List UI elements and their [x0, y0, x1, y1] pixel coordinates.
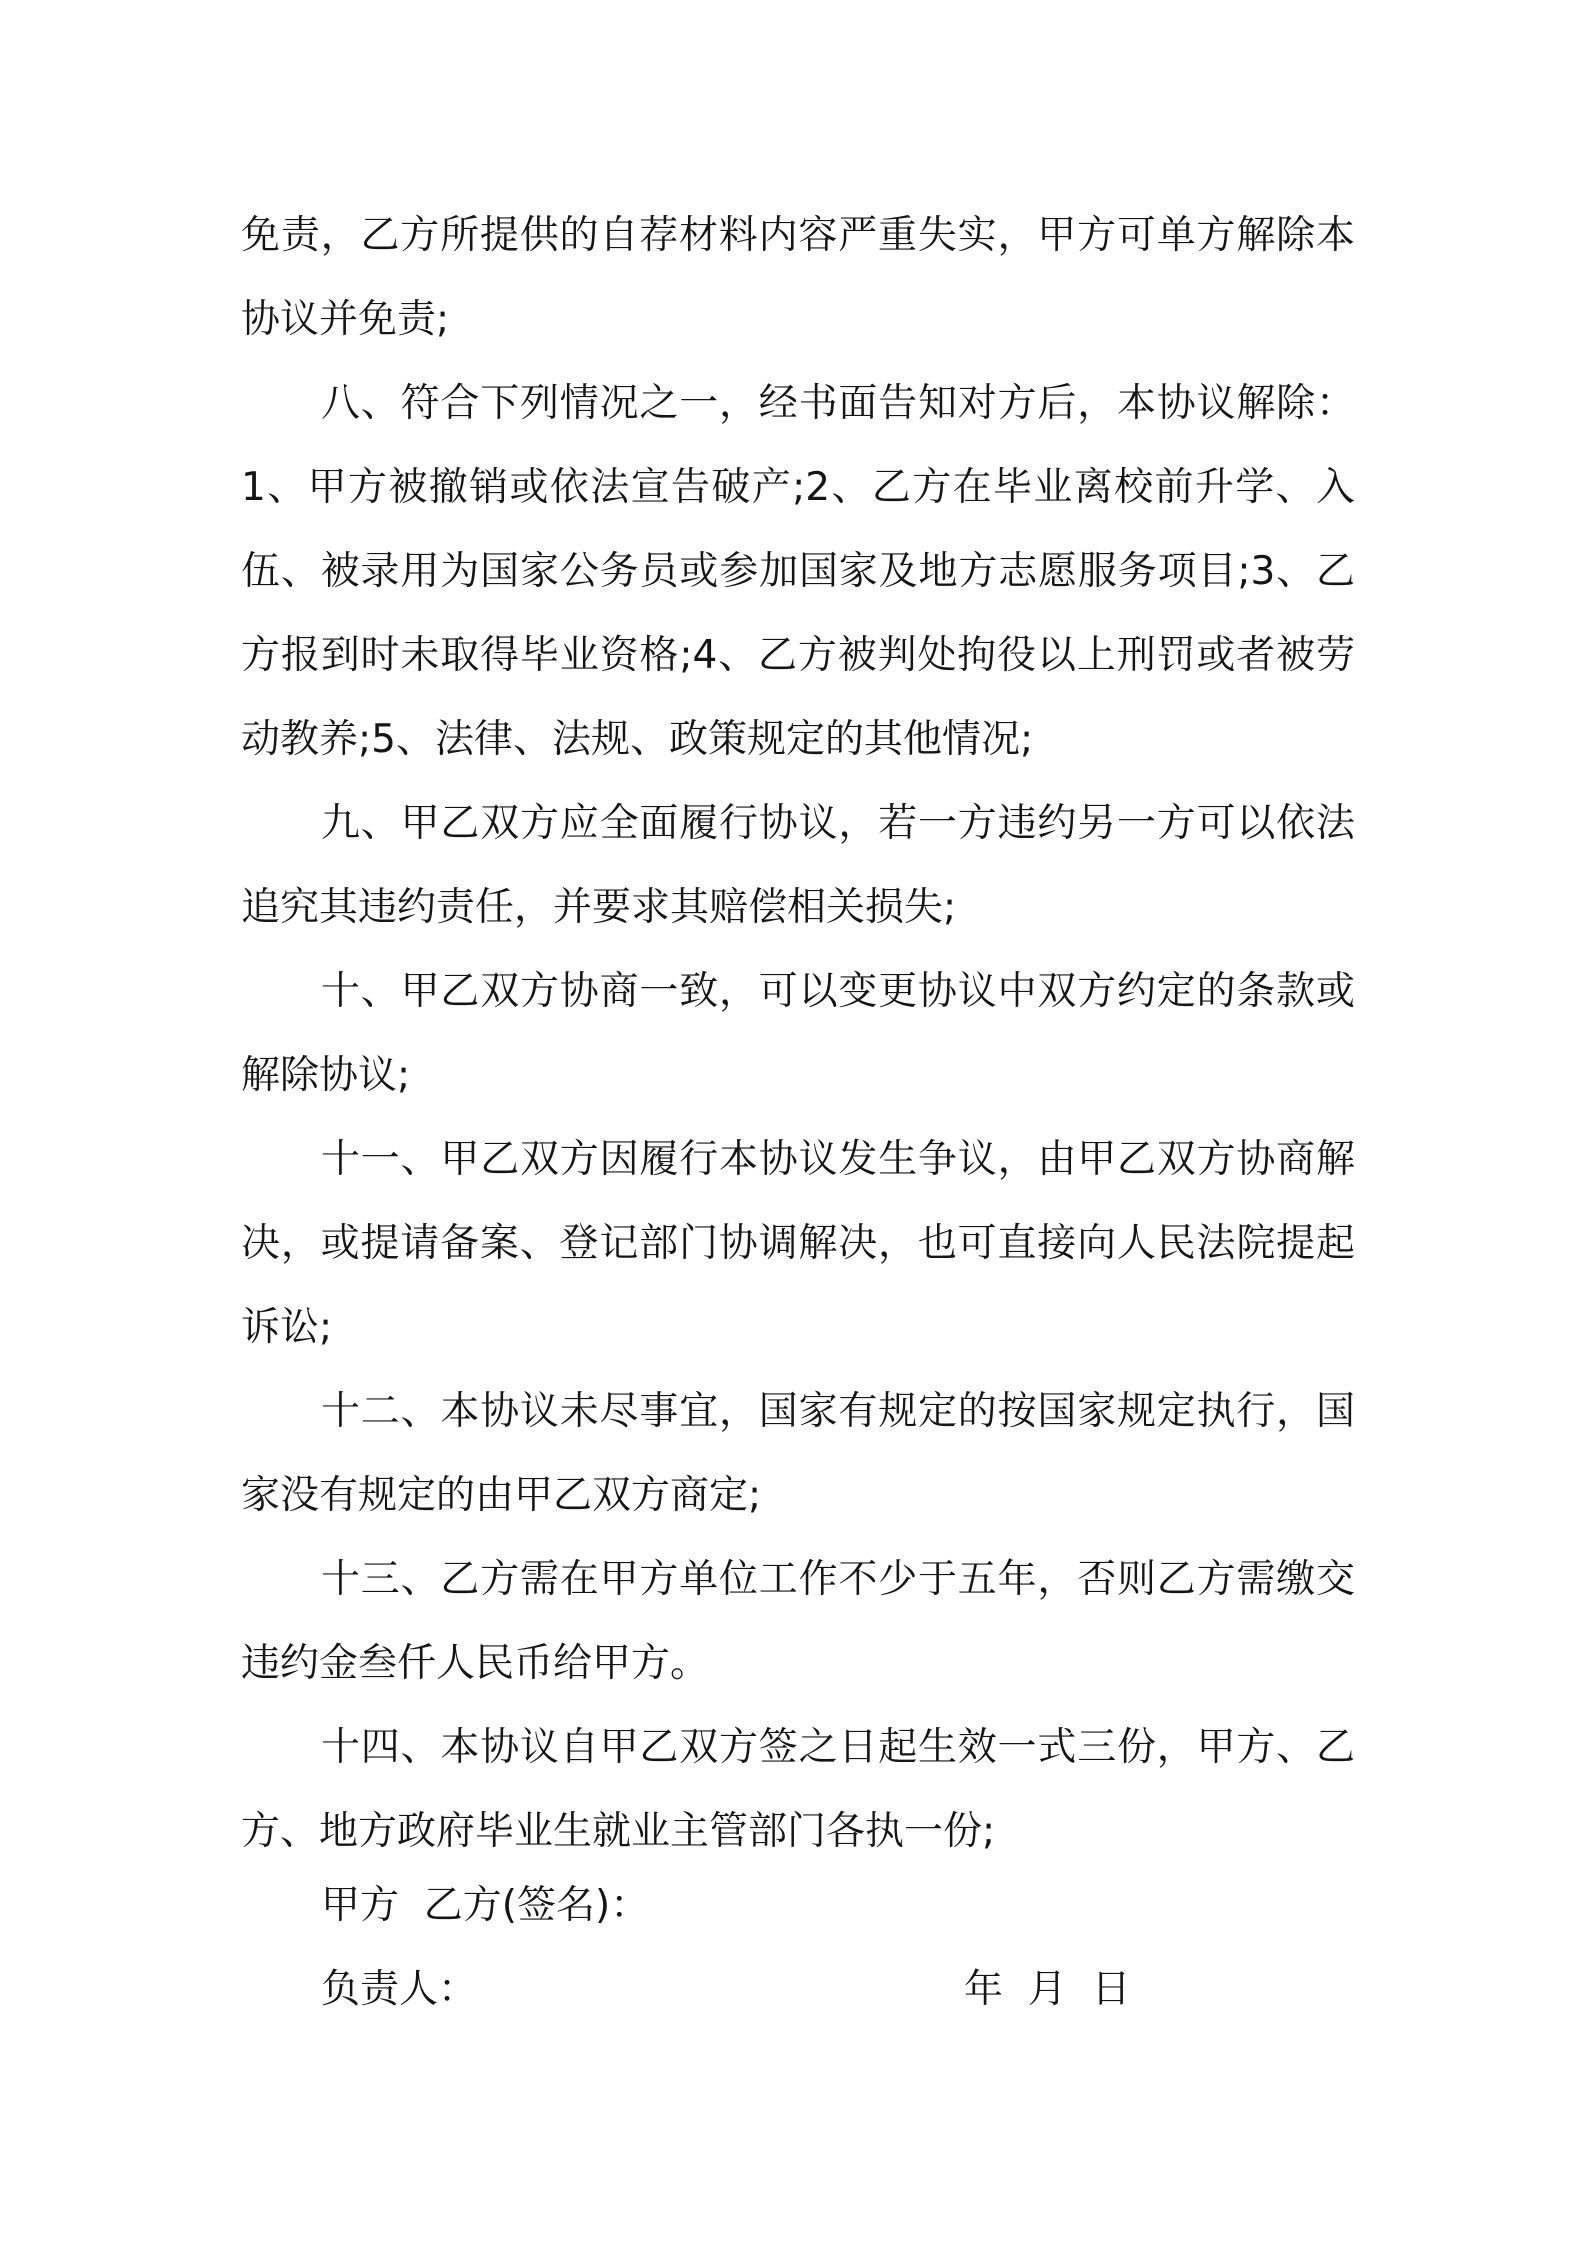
clause-ten: 十、甲乙双方协商一致，可以变更协议中双方约定的条款或解除协议;: [241, 969, 1355, 1098]
signature-parties-line: 甲方 乙方(签名)：: [321, 1883, 650, 1928]
signature-date-label: 年 月 日: [964, 1967, 1131, 2012]
paragraph-continuation: 免责，乙方所提供的自荐材料内容严重失实，甲方可单方解除本协议并免责;: [241, 213, 1355, 342]
clause-twelve: 十二、本协议未尽事宜，国家有规定的按国家规定执行，国家没有规定的由甲乙双方商定;: [241, 1389, 1355, 1518]
clause-nine: 九、甲乙双方应全面履行协议，若一方违约另一方可以依法追究其违约责任，并要求其赔偿相关损失;: [241, 801, 1355, 930]
document-body: [241, 194, 1355, 1874]
clause-eight: 八、符合下列情况之一，经书面告知对方后，本协议解除：1、甲方被撤销或依法宣告破产;2、乙方在毕业离校前升学、入伍、被录用为国家公务员或参加国家及地方志愿服务项目;3、乙方报到时未取得毕业资格;4、乙方被判处拘役以上刑罚或者被劳动教养;5、法律、法规、政策规定的其他情况;: [241, 381, 1355, 762]
clause-eleven: 十一、甲乙双方因履行本协议发生争议，由甲乙双方协商解决，或提请备案、登记部门协调解决，也可直接向人民法院提起诉讼;: [241, 1137, 1355, 1350]
responsible-person-label: 负责人：: [321, 1967, 478, 2012]
clause-thirteen: 十三、乙方需在甲方单位工作不少于五年，否则乙方需缴交违约金叁仟人民币给甲方。: [241, 1557, 1355, 1686]
clause-fourteen: 十四、本协议自甲乙双方签之日起生效一式三份，甲方、乙方、地方政府毕业生就业主管部门各执一份;: [241, 1725, 1355, 1854]
